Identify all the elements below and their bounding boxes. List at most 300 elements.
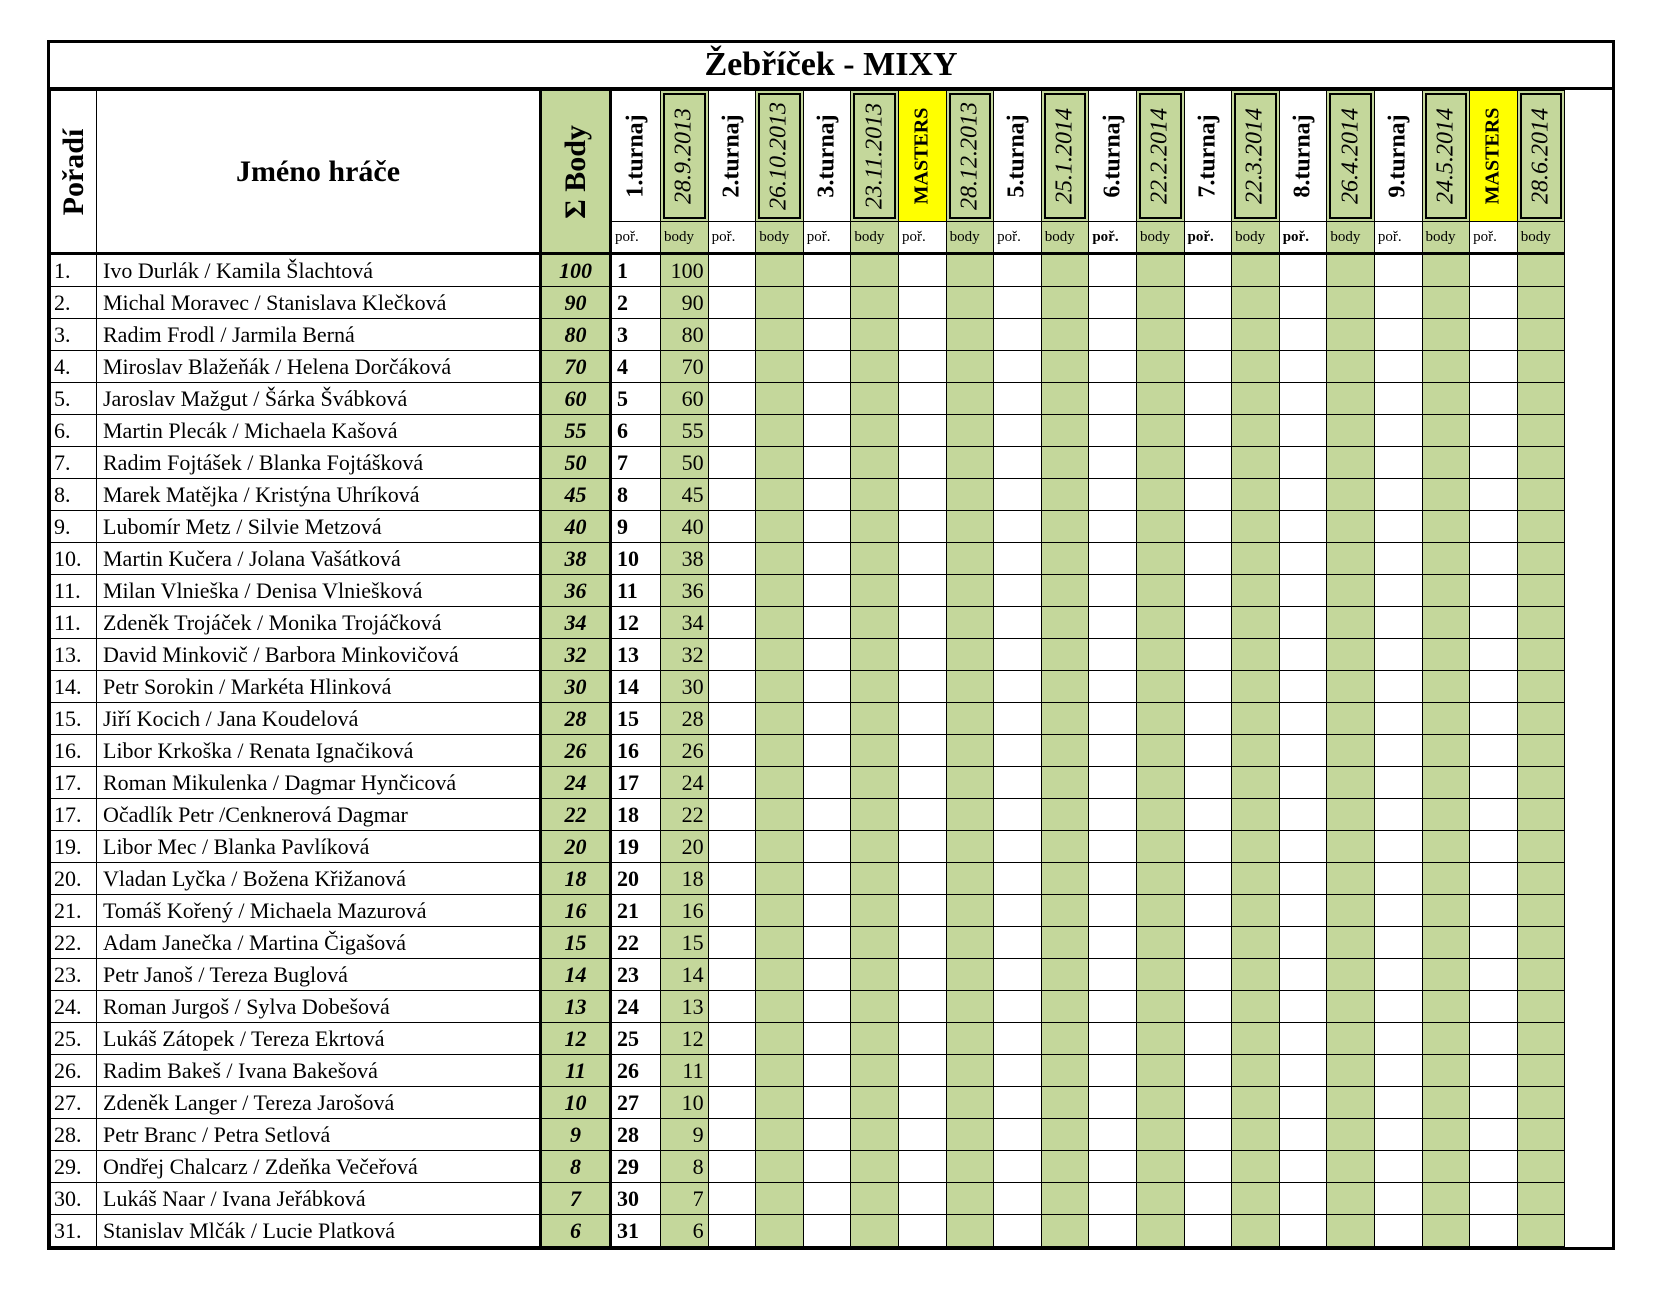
table-row <box>51 383 1613 415</box>
empty-points-cell <box>851 735 899 767</box>
empty-position-cell <box>1089 607 1137 639</box>
rank-cell: 17. <box>51 767 97 799</box>
empty-points-cell <box>1041 319 1089 351</box>
empty-position-cell <box>898 383 946 415</box>
empty-position-cell <box>898 959 946 991</box>
empty-points-cell <box>756 319 804 351</box>
empty-position-cell <box>708 1151 756 1183</box>
sum-points-cell: 100 <box>541 254 611 287</box>
tournament-date: 28.9.2013 <box>670 108 697 204</box>
empty-position-cell <box>1470 703 1518 735</box>
empty-position-cell <box>1184 319 1232 351</box>
empty-points-cell <box>1422 863 1470 895</box>
empty-position-cell <box>708 991 756 1023</box>
empty-points-cell <box>851 1183 899 1215</box>
rank-cell: 2. <box>51 287 97 319</box>
rank-cell: 11. <box>51 607 97 639</box>
sub-body-label: body <box>1327 222 1375 254</box>
empty-position-cell <box>1089 511 1137 543</box>
empty-position-cell <box>803 831 851 863</box>
rank-cell: 3. <box>51 319 97 351</box>
tournament-position-cell: 11 <box>611 575 661 607</box>
empty-points-cell <box>851 991 899 1023</box>
empty-position-cell <box>1470 959 1518 991</box>
empty-points-cell <box>1327 1023 1375 1055</box>
table-row <box>51 254 1613 287</box>
empty-points-cell <box>1327 607 1375 639</box>
empty-position-cell <box>1470 543 1518 575</box>
empty-position-cell <box>1089 959 1137 991</box>
sub-por-label: poř. <box>611 222 661 254</box>
empty-points-cell <box>1327 575 1375 607</box>
empty-points-cell <box>1136 959 1184 991</box>
sub-body-label: body <box>756 222 804 254</box>
empty-points-cell <box>851 671 899 703</box>
tournament-position-cell: 13 <box>611 639 661 671</box>
empty-points-cell <box>1517 1183 1565 1215</box>
empty-position-cell <box>898 415 946 447</box>
empty-position-cell <box>898 671 946 703</box>
empty-points-cell <box>1517 543 1565 575</box>
sub-por-label: poř. <box>803 222 851 254</box>
player-name-cell: Martin Plecák / Michaela Kašová <box>97 415 541 447</box>
empty-points-cell <box>756 831 804 863</box>
empty-points-cell <box>1327 1151 1375 1183</box>
tournament-position-cell: 10 <box>611 543 661 575</box>
empty-points-cell <box>1517 799 1565 831</box>
empty-points-cell <box>1327 831 1375 863</box>
empty-position-cell <box>1374 607 1422 639</box>
empty-points-cell <box>1232 927 1280 959</box>
empty-points-cell <box>1136 1151 1184 1183</box>
tournament-date-header <box>1041 91 1089 222</box>
sum-points-cell: 36 <box>541 575 611 607</box>
empty-points-cell <box>1136 287 1184 319</box>
sum-points-cell: 80 <box>541 319 611 351</box>
tournament-points-cell: 70 <box>661 351 709 383</box>
empty-points-cell <box>1327 351 1375 383</box>
empty-position-cell <box>708 1183 756 1215</box>
empty-points-cell <box>1422 895 1470 927</box>
tournament-position-cell: 20 <box>611 863 661 895</box>
tournament-position-cell: 28 <box>611 1119 661 1151</box>
tournament-position-cell: 5 <box>611 383 661 415</box>
tournament-date: 24.5.2014 <box>1432 108 1459 204</box>
empty-points-cell <box>1041 863 1089 895</box>
empty-position-cell <box>708 254 756 287</box>
empty-position-cell <box>1089 703 1137 735</box>
empty-points-cell <box>1041 351 1089 383</box>
tournament-points-cell: 12 <box>661 1023 709 1055</box>
empty-position-cell <box>1470 1183 1518 1215</box>
empty-position-cell <box>1184 479 1232 511</box>
tournament-date: 26.10.2013 <box>765 102 792 210</box>
empty-points-cell <box>1517 863 1565 895</box>
empty-points-cell <box>1422 639 1470 671</box>
empty-position-cell <box>1470 575 1518 607</box>
empty-points-cell <box>756 799 804 831</box>
empty-position-cell <box>1089 927 1137 959</box>
empty-points-cell <box>851 607 899 639</box>
empty-position-cell <box>1374 735 1422 767</box>
table-row <box>51 863 1613 895</box>
empty-position-cell <box>1374 511 1422 543</box>
table-row <box>51 319 1613 351</box>
empty-points-cell <box>1327 447 1375 479</box>
empty-points-cell <box>946 1183 994 1215</box>
tournament-date: 28.6.2014 <box>1527 108 1554 204</box>
tournament-points-cell: 15 <box>661 927 709 959</box>
empty-points-cell <box>1041 254 1089 287</box>
empty-position-cell <box>803 799 851 831</box>
empty-points-cell <box>1327 639 1375 671</box>
tournament-label-header <box>994 91 1042 222</box>
empty-position-cell <box>994 735 1042 767</box>
empty-points-cell <box>1327 959 1375 991</box>
rank-cell: 6. <box>51 415 97 447</box>
tournament-label-header <box>1184 91 1232 222</box>
empty-points-cell <box>1422 254 1470 287</box>
table-row <box>51 1119 1613 1151</box>
rank-cell: 30. <box>51 1183 97 1215</box>
empty-points-cell <box>851 639 899 671</box>
rank-cell: 9. <box>51 511 97 543</box>
tournament-position-cell: 12 <box>611 607 661 639</box>
table-row <box>51 1151 1613 1183</box>
empty-position-cell <box>1089 287 1137 319</box>
sum-points-cell: 20 <box>541 831 611 863</box>
player-name-cell: Radim Bakeš / Ivana Bakešová <box>97 1055 541 1087</box>
empty-position-cell <box>1470 639 1518 671</box>
empty-points-cell <box>1232 767 1280 799</box>
sum-points-cell: 7 <box>541 1183 611 1215</box>
empty-points-cell <box>1041 959 1089 991</box>
empty-position-cell <box>1184 991 1232 1023</box>
empty-points-cell <box>1422 575 1470 607</box>
tournament-points-cell: 18 <box>661 863 709 895</box>
tournament-position-cell: 30 <box>611 1183 661 1215</box>
sum-points-cell: 22 <box>541 799 611 831</box>
empty-position-cell <box>1374 767 1422 799</box>
sub-body-label: body <box>1041 222 1089 254</box>
tournament-date-header <box>661 91 709 222</box>
player-name-cell: Libor Mec / Blanka Pavlíková <box>97 831 541 863</box>
empty-position-cell <box>1470 287 1518 319</box>
empty-position-cell <box>898 1151 946 1183</box>
empty-position-cell <box>1184 607 1232 639</box>
rank-cell: 14. <box>51 671 97 703</box>
empty-points-cell <box>1136 1087 1184 1119</box>
empty-points-cell <box>1517 767 1565 799</box>
empty-points-cell <box>1422 543 1470 575</box>
empty-points-cell <box>1232 254 1280 287</box>
empty-position-cell <box>708 1215 756 1247</box>
empty-position-cell <box>994 927 1042 959</box>
tournament-position-cell: 18 <box>611 799 661 831</box>
sum-points-cell: 10 <box>541 1087 611 1119</box>
table-row <box>51 543 1613 575</box>
tournament-points-cell: 50 <box>661 447 709 479</box>
rank-cell: 8. <box>51 479 97 511</box>
tournament-label-header <box>1470 91 1518 222</box>
sum-points-cell: 6 <box>541 1215 611 1247</box>
player-name-cell: Marek Matějka / Kristýna Uhríková <box>97 479 541 511</box>
sum-points-cell: 90 <box>541 287 611 319</box>
empty-position-cell <box>1374 799 1422 831</box>
tournament-points-cell: 22 <box>661 799 709 831</box>
empty-position-cell <box>1089 671 1137 703</box>
empty-points-cell <box>851 1023 899 1055</box>
empty-position-cell <box>1184 1055 1232 1087</box>
empty-position-cell <box>1279 1151 1327 1183</box>
empty-position-cell <box>898 639 946 671</box>
empty-position-cell <box>708 287 756 319</box>
empty-position-cell <box>1089 1055 1137 1087</box>
table-row <box>51 671 1613 703</box>
empty-position-cell <box>1470 351 1518 383</box>
empty-position-cell <box>1089 383 1137 415</box>
empty-position-cell <box>803 607 851 639</box>
empty-position-cell <box>1089 1087 1137 1119</box>
empty-points-cell <box>1327 703 1375 735</box>
player-name-cell: David Minkovič / Barbora Minkovičová <box>97 639 541 671</box>
empty-points-cell <box>946 575 994 607</box>
empty-points-cell <box>1232 671 1280 703</box>
empty-position-cell <box>994 671 1042 703</box>
empty-points-cell <box>1422 991 1470 1023</box>
empty-points-cell <box>1327 1119 1375 1151</box>
empty-position-cell <box>1184 287 1232 319</box>
empty-position-cell <box>994 799 1042 831</box>
empty-points-cell <box>1422 799 1470 831</box>
empty-points-cell <box>756 1023 804 1055</box>
empty-points-cell <box>756 735 804 767</box>
empty-points-cell <box>1232 351 1280 383</box>
empty-points-cell <box>1136 1119 1184 1151</box>
empty-points-cell <box>1232 1183 1280 1215</box>
empty-position-cell <box>708 863 756 895</box>
sub-body-label: body <box>1422 222 1470 254</box>
empty-position-cell <box>803 671 851 703</box>
empty-points-cell <box>851 351 899 383</box>
empty-points-cell <box>946 639 994 671</box>
tournament-points-cell: 14 <box>661 959 709 991</box>
tournament-position-cell: 3 <box>611 319 661 351</box>
table-row <box>51 1087 1613 1119</box>
empty-points-cell <box>756 1087 804 1119</box>
empty-points-cell <box>851 767 899 799</box>
tournament-points-cell: 24 <box>661 767 709 799</box>
empty-position-cell <box>1279 351 1327 383</box>
player-name-cell: Radim Fojtášek / Blanka Fojtášková <box>97 447 541 479</box>
tournament-label-header <box>708 91 756 222</box>
empty-points-cell <box>1136 1023 1184 1055</box>
empty-points-cell <box>1517 959 1565 991</box>
empty-points-cell <box>946 1151 994 1183</box>
empty-points-cell <box>1517 639 1565 671</box>
tournament-label-header <box>803 91 851 222</box>
empty-points-cell <box>756 1119 804 1151</box>
empty-position-cell <box>1374 895 1422 927</box>
empty-position-cell <box>1470 415 1518 447</box>
empty-position-cell <box>1279 1183 1327 1215</box>
empty-points-cell <box>946 671 994 703</box>
sum-points-cell: 32 <box>541 639 611 671</box>
empty-position-cell <box>1470 1215 1518 1247</box>
empty-position-cell <box>803 351 851 383</box>
rank-cell: 7. <box>51 447 97 479</box>
header-row <box>51 91 1613 222</box>
empty-position-cell <box>898 287 946 319</box>
empty-position-cell <box>1470 991 1518 1023</box>
empty-position-cell <box>898 703 946 735</box>
tournament-points-cell: 11 <box>661 1055 709 1087</box>
tournament-points-cell: 9 <box>661 1119 709 1151</box>
table-row <box>51 1055 1613 1087</box>
empty-position-cell <box>1374 479 1422 511</box>
empty-position-cell <box>803 479 851 511</box>
empty-points-cell <box>1232 575 1280 607</box>
empty-points-cell <box>756 1183 804 1215</box>
empty-position-cell <box>1374 447 1422 479</box>
empty-position-cell <box>1374 543 1422 575</box>
empty-position-cell <box>898 927 946 959</box>
empty-position-cell <box>803 1023 851 1055</box>
empty-position-cell <box>708 479 756 511</box>
tournament-date-header <box>1136 91 1184 222</box>
empty-position-cell <box>1089 895 1137 927</box>
empty-points-cell <box>1232 863 1280 895</box>
table-row <box>51 735 1613 767</box>
tournament-position-cell: 29 <box>611 1151 661 1183</box>
empty-position-cell <box>994 383 1042 415</box>
empty-points-cell <box>946 703 994 735</box>
player-name-cell: Michal Moravec / Stanislava Klečková <box>97 287 541 319</box>
empty-points-cell <box>1232 959 1280 991</box>
empty-points-cell <box>1232 1023 1280 1055</box>
tournament-points-cell: 55 <box>661 415 709 447</box>
empty-points-cell <box>946 1087 994 1119</box>
empty-points-cell <box>1136 254 1184 287</box>
tournament-points-cell: 45 <box>661 479 709 511</box>
empty-points-cell <box>851 287 899 319</box>
empty-position-cell <box>1184 1087 1232 1119</box>
empty-position-cell <box>1184 927 1232 959</box>
empty-points-cell <box>851 543 899 575</box>
tournament-label: 5.turnaj <box>1003 114 1030 198</box>
empty-position-cell <box>708 671 756 703</box>
tournament-label: MASTERS <box>1481 107 1504 205</box>
empty-position-cell <box>803 895 851 927</box>
sum-points-cell: 45 <box>541 479 611 511</box>
empty-points-cell <box>1327 1087 1375 1119</box>
empty-position-cell <box>1470 1055 1518 1087</box>
empty-position-cell <box>803 287 851 319</box>
empty-position-cell <box>1184 447 1232 479</box>
empty-position-cell <box>803 543 851 575</box>
empty-position-cell <box>1279 703 1327 735</box>
empty-position-cell <box>708 703 756 735</box>
sum-points-cell: 11 <box>541 1055 611 1087</box>
empty-points-cell <box>946 254 994 287</box>
empty-points-cell <box>1041 1023 1089 1055</box>
empty-position-cell <box>708 383 756 415</box>
empty-position-cell <box>1184 639 1232 671</box>
empty-position-cell <box>803 319 851 351</box>
rank-cell: 24. <box>51 991 97 1023</box>
tournament-position-cell: 19 <box>611 831 661 863</box>
table-row <box>51 287 1613 319</box>
tournament-position-cell: 22 <box>611 927 661 959</box>
tournament-points-cell: 60 <box>661 383 709 415</box>
empty-position-cell <box>1374 415 1422 447</box>
empty-points-cell <box>946 415 994 447</box>
tournament-points-cell: 10 <box>661 1087 709 1119</box>
empty-points-cell <box>1327 1183 1375 1215</box>
empty-points-cell <box>1041 831 1089 863</box>
empty-points-cell <box>1327 287 1375 319</box>
empty-position-cell <box>803 383 851 415</box>
sum-points-cell: 70 <box>541 351 611 383</box>
empty-points-cell <box>1327 543 1375 575</box>
table-row <box>51 351 1613 383</box>
empty-points-cell <box>756 1151 804 1183</box>
empty-points-cell <box>756 575 804 607</box>
empty-points-cell <box>1422 1183 1470 1215</box>
empty-position-cell <box>1279 927 1327 959</box>
player-name-cell: Lukáš Zátopek / Tereza Ekrtová <box>97 1023 541 1055</box>
player-name-cell: Ivo Durlák / Kamila Šlachtová <box>97 254 541 287</box>
empty-position-cell <box>1374 1119 1422 1151</box>
empty-position-cell <box>1184 767 1232 799</box>
empty-position-cell <box>803 991 851 1023</box>
empty-points-cell <box>946 895 994 927</box>
empty-position-cell <box>708 543 756 575</box>
empty-position-cell <box>708 1023 756 1055</box>
empty-points-cell <box>1517 1215 1565 1247</box>
tournament-position-cell: 14 <box>611 671 661 703</box>
tournament-position-cell: 7 <box>611 447 661 479</box>
empty-points-cell <box>1041 447 1089 479</box>
empty-points-cell <box>1041 927 1089 959</box>
empty-points-cell <box>1232 1151 1280 1183</box>
tournament-points-cell: 36 <box>661 575 709 607</box>
empty-position-cell <box>898 511 946 543</box>
empty-points-cell <box>1517 415 1565 447</box>
empty-points-cell <box>851 447 899 479</box>
empty-points-cell <box>1232 1055 1280 1087</box>
sub-por-label: poř. <box>1279 222 1327 254</box>
empty-points-cell <box>1327 254 1375 287</box>
empty-points-cell <box>1517 1151 1565 1183</box>
empty-points-cell <box>946 927 994 959</box>
empty-points-cell <box>1422 671 1470 703</box>
empty-points-cell <box>756 383 804 415</box>
tournament-position-cell: 27 <box>611 1087 661 1119</box>
empty-position-cell <box>1470 671 1518 703</box>
empty-points-cell <box>1136 383 1184 415</box>
empty-position-cell <box>1184 383 1232 415</box>
empty-position-cell <box>1470 863 1518 895</box>
empty-position-cell <box>1184 671 1232 703</box>
empty-points-cell <box>1327 991 1375 1023</box>
empty-position-cell <box>708 351 756 383</box>
empty-points-cell <box>1232 639 1280 671</box>
tournament-position-cell: 1 <box>611 254 661 287</box>
sum-points-cell: 28 <box>541 703 611 735</box>
empty-points-cell <box>851 1215 899 1247</box>
empty-points-cell <box>1517 831 1565 863</box>
